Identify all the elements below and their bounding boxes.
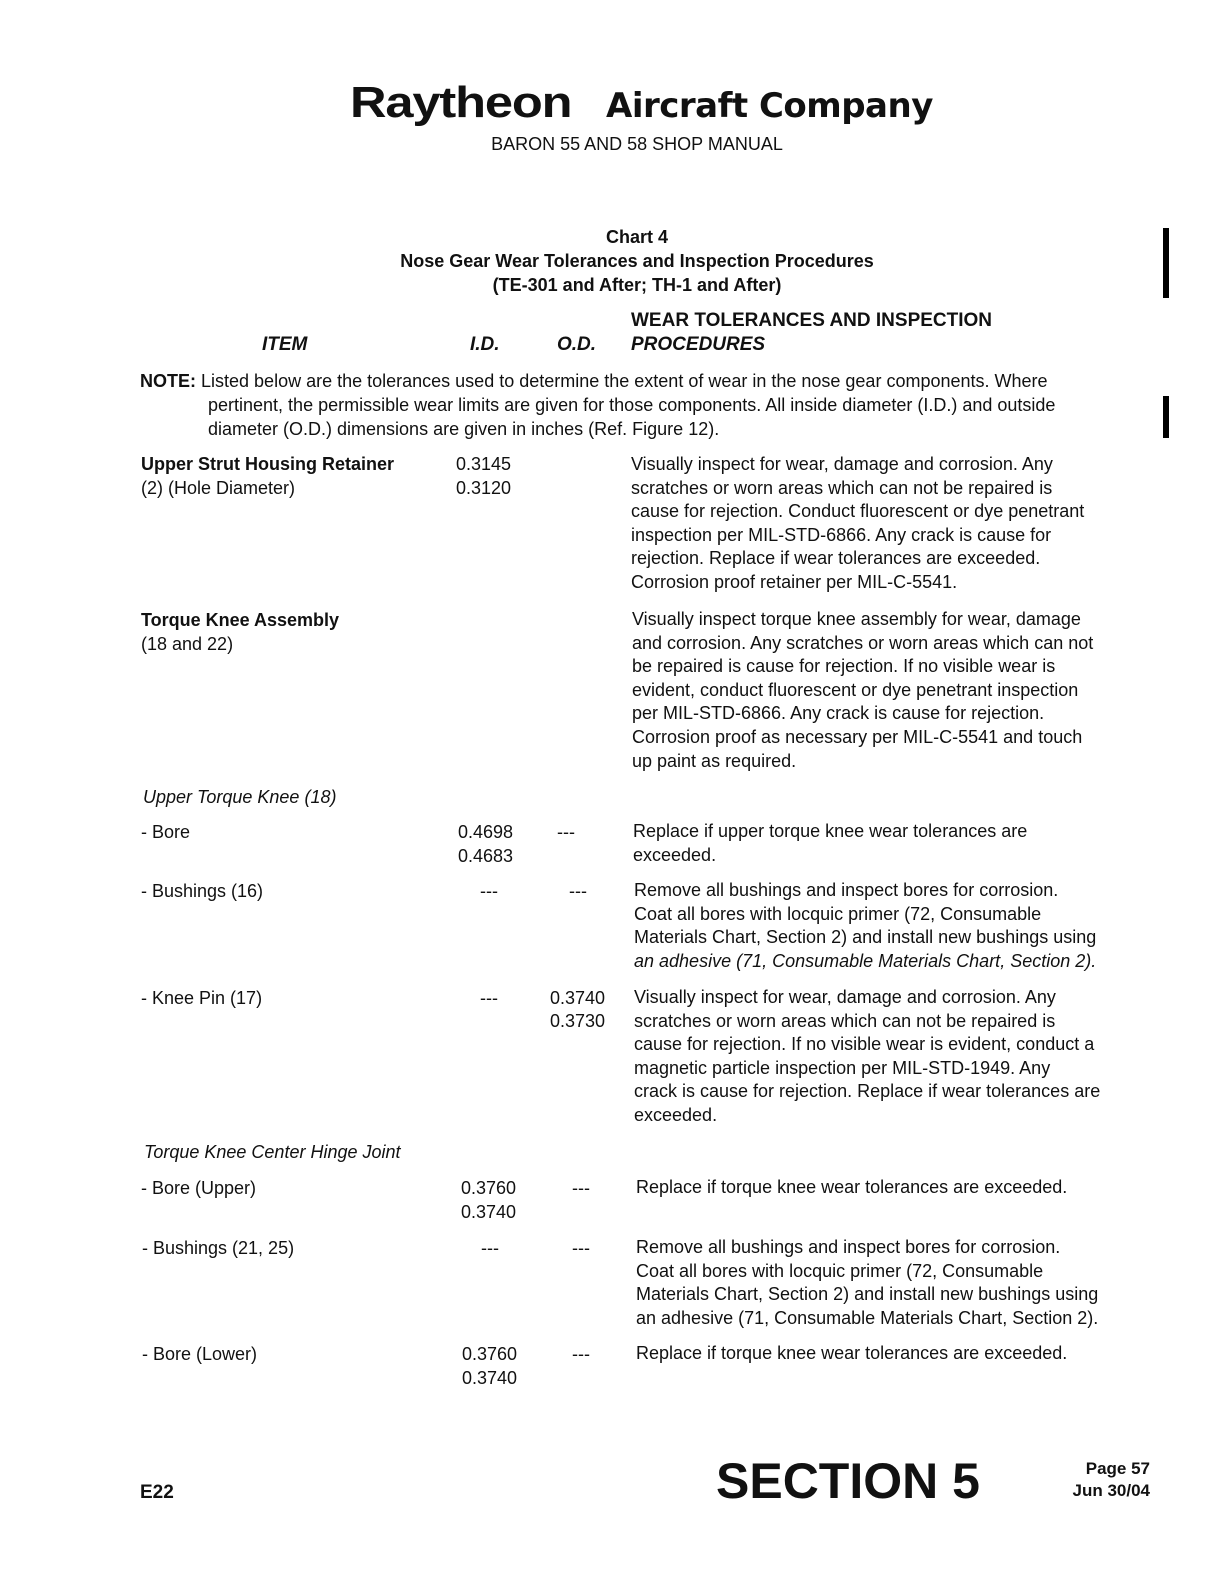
footer-page-info (1050, 1458, 1150, 1502)
procedure-line: an adhesive (71, Consumable Materials Chart, Section 2). (636, 1307, 1099, 1328)
procedure-line: inspection per MIL-STD-6866. Any crack is cause for (631, 524, 1052, 545)
procedure-line: up paint as required. (632, 750, 797, 771)
od-value: 0.3740 (550, 988, 606, 1008)
procedure-line: an adhesive (71, Consumable Materials Chart, Section 2). (634, 950, 1097, 971)
column-header-wear-line1: WEAR TOLERANCES AND INSPECTION (631, 310, 993, 331)
procedure-line: Coat all bores with locquic primer (72, Consumable (634, 903, 1042, 924)
revision-bar (1163, 396, 1169, 438)
procedure-line: Coat all bores with locquic primer (72, Consumable (636, 1260, 1044, 1281)
column-header-item: ITEM (262, 334, 308, 355)
footer-code: E22 (140, 1482, 174, 1503)
item-name: - Bore (Lower) (142, 1344, 258, 1364)
procedure-line: Visually inspect for wear, damage and corrosion. Any (634, 987, 1056, 1007)
procedure-line: magnetic particle inspection per MIL-STD-1949. Any (634, 1057, 1051, 1078)
procedure-line: Materials Chart, Section 2) and install new bushings using (634, 927, 1097, 948)
item-name: Upper Strut Housing Retainer (141, 454, 395, 474)
column-header-wear-line2: PROCEDURES (631, 334, 766, 355)
procedure-text (632, 608, 1152, 773)
id-value: 0.3740 (461, 1202, 517, 1222)
procedure-line: scratches or worn areas which can not be repaired is (634, 1010, 1056, 1031)
note-line: pertinent, the permissible wear limits are given for those components. All inside diameter (I.D.) and outside (208, 395, 1056, 415)
company-name: Aircraft Company (606, 86, 933, 126)
chart-number: Chart 4 (605, 227, 668, 247)
id-value: --- (481, 1238, 499, 1258)
od-value: --- (557, 822, 575, 842)
procedure-line: Corrosion proof as necessary per MIL-C-5541 and touch (632, 726, 1083, 747)
item-name: - Bore (Upper) (141, 1178, 257, 1198)
id-value: --- (480, 881, 498, 901)
item-name: - Knee Pin (17) (141, 988, 263, 1008)
procedure-text (634, 879, 1154, 973)
procedure-line: Remove all bushings and inspect bores for corrosion. (636, 1237, 1061, 1257)
procedure-line: crack is cause for rejection. Replace if wear tolerances are (634, 1081, 1101, 1102)
procedure-text: Replace if torque knee wear tolerances are exceeded. (636, 1177, 1068, 1197)
procedure-line: Materials Chart, Section 2) and install new bushings using (636, 1284, 1099, 1305)
note (140, 369, 1150, 441)
procedure-line: cause for rejection. Conduct fluorescent or dye penetrant (631, 501, 1085, 522)
revision-date: Jun 30/04 (1072, 1481, 1150, 1500)
procedure-text (633, 820, 1153, 867)
subsection-heading: Torque Knee Center Hinge Joint (144, 1142, 401, 1162)
chart-applicability: (TE-301 and After; TH-1 and After) (492, 275, 782, 295)
manual-title: BARON 55 AND 58 SHOP MANUAL (491, 134, 783, 154)
od-value: 0.3730 (550, 1011, 606, 1031)
procedure-line: and corrosion. Any scratches or worn areas which can not (632, 632, 1094, 653)
column-header-id: I.D. (470, 334, 500, 355)
id-value: 0.3760 (461, 1178, 517, 1198)
procedure-line: exceeded. (633, 844, 717, 865)
id-value: 0.3740 (462, 1368, 518, 1388)
note-line: diameter (O.D.) dimensions are given in inches (Ref. Figure 12). (208, 419, 720, 439)
brand-logo: Raytheon (350, 78, 572, 127)
procedure-line: cause for rejection. If no visible wear is evident, conduct a (634, 1034, 1095, 1055)
id-value: 0.3760 (462, 1344, 518, 1364)
procedure-line: exceeded. (634, 1104, 718, 1125)
procedure-line: rejection. Replace if wear tolerances are exceeded. (631, 548, 1041, 569)
procedure-line: Visually inspect torque knee assembly for wear, damage (632, 609, 1081, 629)
procedure-text (631, 453, 1151, 595)
column-header-od: O.D. (557, 334, 597, 355)
procedure-text (634, 986, 1154, 1128)
footer-section: SECTION 5 (716, 1453, 980, 1509)
od-value: --- (572, 1344, 590, 1364)
item-name: - Bushings (16) (141, 881, 264, 901)
procedure-text (636, 1236, 1156, 1330)
procedure-line: Corrosion proof retainer per MIL-C-5541. (631, 571, 958, 592)
note-line: Listed below are the tolerances used to determine the extent of wear in the nose gear components. Where (201, 371, 1048, 391)
procedure-line: evident, conduct fluorescent or dye penetrant inspection (632, 679, 1079, 700)
item-subtitle: (18 and 22) (141, 634, 234, 654)
item-subtitle: (2) (Hole Diameter) (141, 478, 296, 498)
item-name: Torque Knee Assembly (141, 610, 340, 630)
id-value: 0.3120 (456, 478, 512, 498)
id-value: --- (480, 988, 498, 1008)
id-value: 0.4683 (458, 846, 514, 866)
procedure-line: Replace if upper torque knee wear tolerances are (633, 821, 1028, 841)
subsection-heading: Upper Torque Knee (18) (143, 787, 337, 807)
procedure-line: Visually inspect for wear, damage and corrosion. Any (631, 454, 1053, 474)
od-value: --- (572, 1178, 590, 1198)
procedure-line: Remove all bushings and inspect bores for corrosion. (634, 880, 1059, 900)
chart-title: Nose Gear Wear Tolerances and Inspection Procedures (400, 251, 874, 271)
id-value: 0.3145 (456, 454, 512, 474)
procedure-text: Replace if torque knee wear tolerances are exceeded. (636, 1343, 1068, 1363)
id-value: 0.4698 (458, 822, 514, 842)
item-name: - Bushings (21, 25) (142, 1238, 295, 1258)
procedure-line: be repaired is cause for rejection. If no visible wear is (632, 656, 1056, 677)
procedure-line: scratches or worn areas which can not be repaired is (631, 477, 1053, 498)
note-label: NOTE: (140, 371, 196, 391)
item-name: - Bore (141, 822, 191, 842)
procedure-line: per MIL-STD-6866. Any crack is cause for rejection. (632, 703, 1045, 724)
od-value: --- (569, 881, 587, 901)
od-value: --- (572, 1238, 590, 1258)
page-number: Page 57 (1085, 1459, 1150, 1478)
